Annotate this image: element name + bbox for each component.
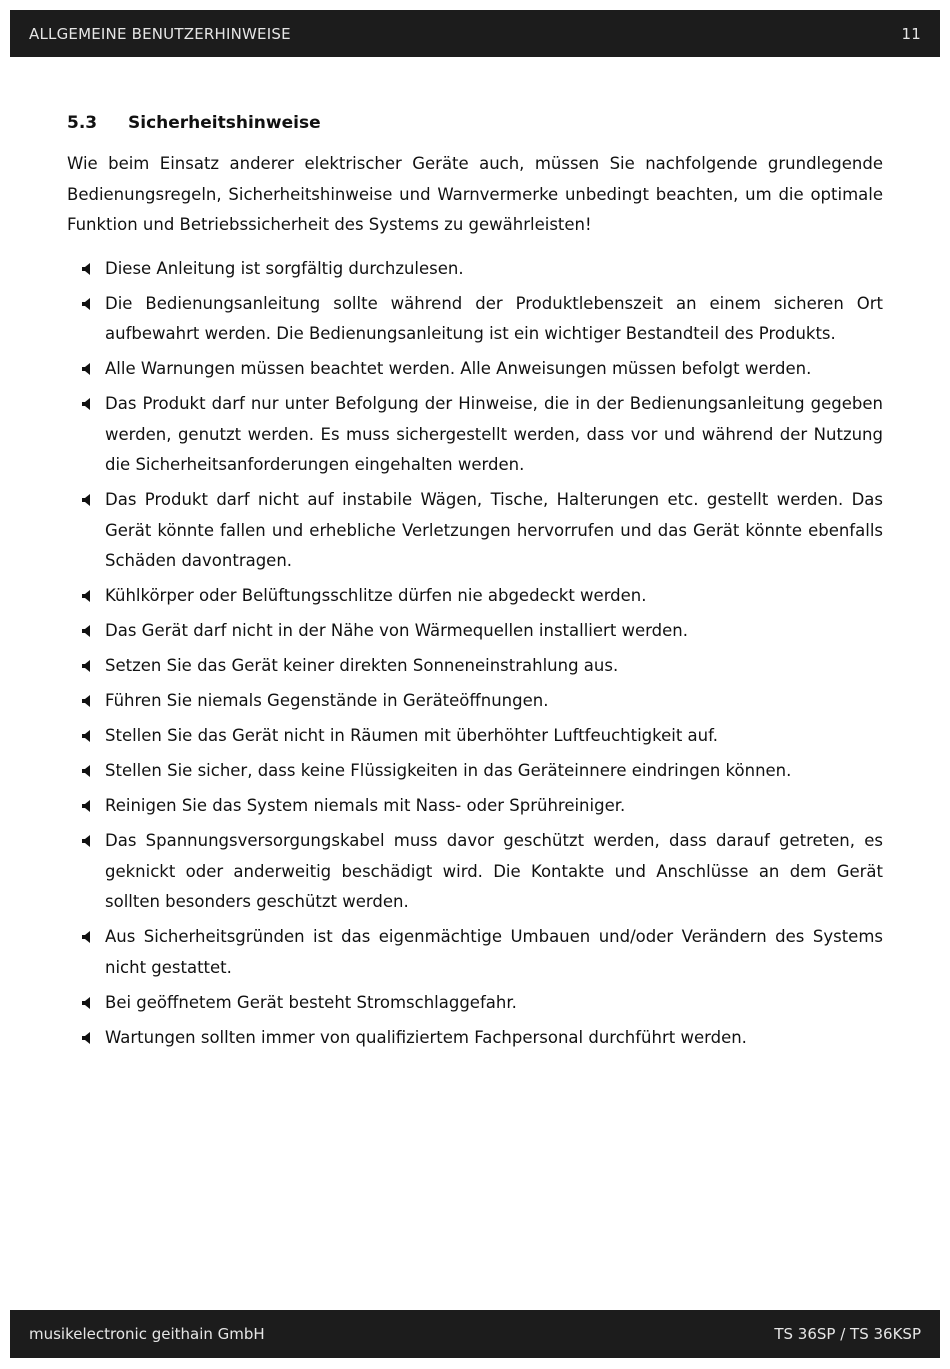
speaker-bullet-icon xyxy=(81,997,93,1009)
section-title: Sicherheitshinweise xyxy=(128,113,321,133)
list-item xyxy=(67,721,883,752)
footer-model: TS 36SP / TS 36KSP xyxy=(774,1325,921,1343)
list-item-text: Reinigen Sie das System niemals mit Nass- oder Sprühreiniger. xyxy=(105,796,626,815)
speaker-bullet-icon xyxy=(81,931,93,943)
list-item xyxy=(67,826,883,918)
list-item-text: Stellen Sie das Gerät nicht in Räumen mit überhöhter Luftfeuchtigkeit auf. xyxy=(105,726,718,745)
list-item xyxy=(67,686,883,717)
list-item xyxy=(67,616,883,647)
footer-company: musikelectronic geithain GmbH xyxy=(29,1325,265,1343)
list-item-text: Diese Anleitung ist sorgfältig durchzulesen. xyxy=(105,258,464,278)
speaker-bullet-icon xyxy=(81,695,93,707)
speaker-bullet-icon xyxy=(81,263,93,275)
list-item xyxy=(67,581,883,612)
speaker-bullet-icon xyxy=(81,625,93,637)
list-item xyxy=(67,1023,883,1054)
page-content xyxy=(67,110,883,1058)
list-item-text: Das Produkt darf nicht auf instabile Wägen, Tische, Halterungen etc. gestellt werden. Das Gerät könnte fallen und erhebliche Verletzungen hervorrufen und das Gerät könnte ebenfalls Schäden davontragen. xyxy=(105,490,883,570)
speaker-bullet-icon xyxy=(81,398,93,410)
list-item xyxy=(67,254,883,285)
section-number: 5.3 xyxy=(67,113,98,133)
list-item xyxy=(67,485,883,577)
list-item-text: Kühlkörper oder Belüftungsschlitze dürfen nie abgedeckt werden. xyxy=(105,586,647,605)
speaker-bullet-icon xyxy=(81,660,93,672)
list-item xyxy=(67,289,883,350)
list-item-text: Aus Sicherheitsgründen ist das eigenmächtige Umbauen und/oder Verändern des Systems nicht gestattet. xyxy=(105,927,883,977)
page-number: 11 xyxy=(901,24,921,43)
list-item-text: Die Bedienungsanleitung sollte während der Produktlebenszeit an einem sicheren Ort aufbewahrt werden. Die Bedienungsanleitung ist ein wichtiger Bestandteil des Produkts. xyxy=(105,293,883,343)
list-item-text: Alle Warnungen müssen beachtet werden. Alle Anweisungen müssen befolgt werden. xyxy=(105,359,812,378)
speaker-bullet-icon xyxy=(81,590,93,602)
page-footer xyxy=(10,1310,940,1358)
list-item xyxy=(67,922,883,983)
list-item-text: Stellen Sie sicher, dass keine Flüssigkeiten in das Geräteinnere eindringen können. xyxy=(105,761,792,780)
list-item xyxy=(67,389,883,481)
speaker-bullet-icon xyxy=(81,298,93,310)
speaker-bullet-icon xyxy=(81,363,93,375)
speaker-bullet-icon xyxy=(81,730,93,742)
speaker-bullet-icon xyxy=(81,765,93,777)
list-item xyxy=(67,791,883,822)
safety-list xyxy=(67,254,883,1054)
list-item-text: Das Gerät darf nicht in der Nähe von Wärmequellen installiert werden. xyxy=(105,621,689,640)
list-item-text: Das Spannungsversorgungskabel muss davor geschützt werden, dass darauf getreten, es geknickt oder anderweitig beschädigt wird. Die Kontakte und Anschlüsse an dem Gerät sollten besonders geschützt werden. xyxy=(105,831,883,911)
speaker-bullet-icon xyxy=(81,1032,93,1044)
list-item xyxy=(67,354,883,385)
section-heading xyxy=(67,110,883,136)
speaker-bullet-icon xyxy=(81,835,93,847)
header-section-title: ALLGEMEINE BENUTZERHINWEISE xyxy=(29,24,291,43)
list-item xyxy=(67,651,883,682)
list-item xyxy=(67,756,883,787)
intro-paragraph: Wie beim Einsatz anderer elektrischer Geräte auch, müssen Sie nachfolgende grundlegende Bedienungsregeln, Sicherheitshinweise und Warnvermerke unbedingt beachten, um die optimale Funktion und Betriebssicherheit des Systems zu gewährleisten! xyxy=(67,154,883,234)
speaker-bullet-icon xyxy=(81,494,93,506)
list-item-text: Bei geöffnetem Gerät besteht Stromschlaggefahr. xyxy=(105,992,517,1012)
speaker-bullet-icon xyxy=(81,800,93,812)
page-header xyxy=(10,10,940,57)
list-item-text: Das Produkt darf nur unter Befolgung der Hinweise, die in der Bedienungsanleitung gegeben werden, genutzt werden. Es muss sichergestellt werden, dass vor und während der Nutzung die Sicherheitsanforderungen eingehalten werden. xyxy=(105,394,883,474)
list-item-text: Wartungen sollten immer von qualifiziertem Fachpersonal durchführt werden. xyxy=(105,1027,747,1047)
list-item xyxy=(67,988,883,1019)
list-item-text: Führen Sie niemals Gegenstände in Geräteöffnungen. xyxy=(105,691,549,710)
list-item-text: Setzen Sie das Gerät keiner direkten Sonneneinstrahlung aus. xyxy=(105,656,619,675)
